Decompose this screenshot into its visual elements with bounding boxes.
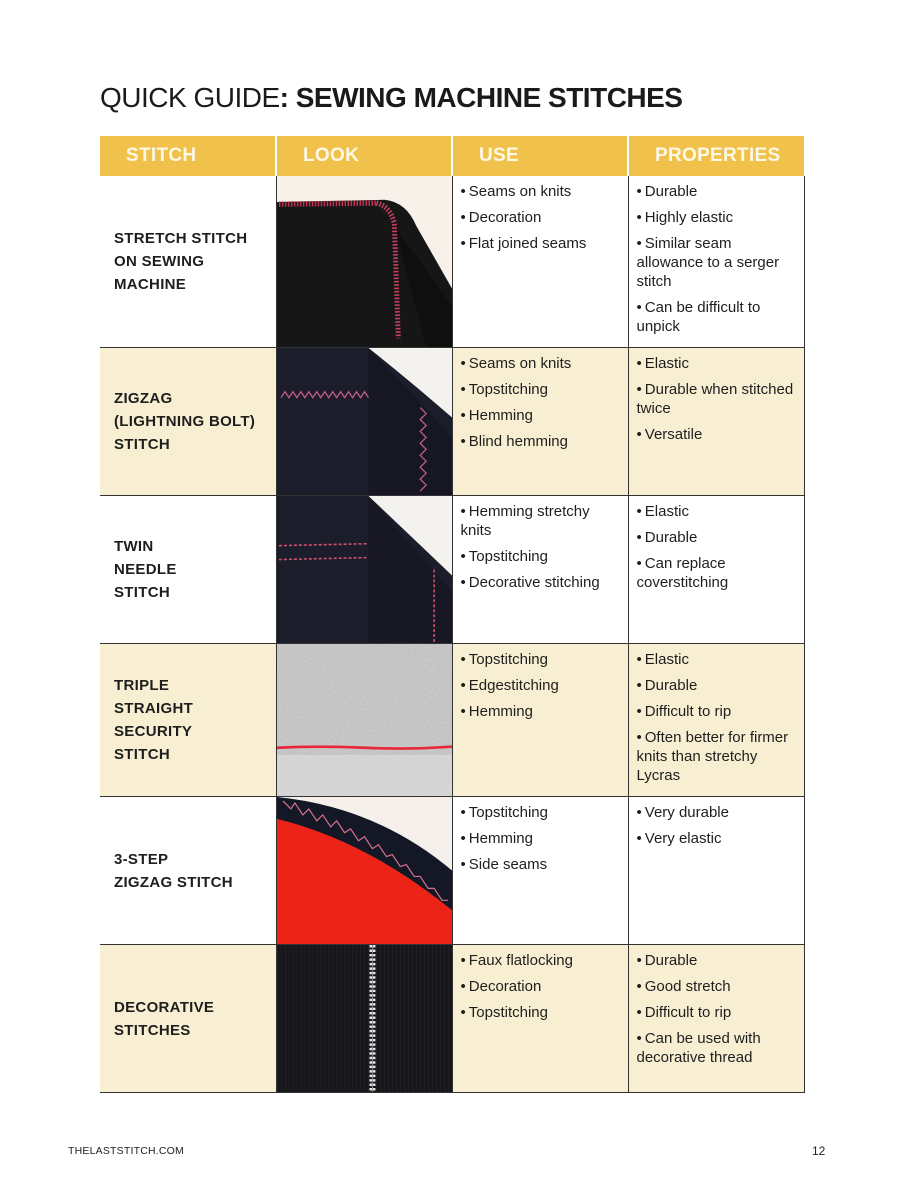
stitch-name-line: ZIGZAG STITCH	[114, 873, 233, 891]
property-item: • Difficult to rip	[637, 1003, 798, 1022]
properties-cell	[628, 176, 804, 348]
use-cell	[452, 945, 628, 1093]
use-item: • Decorative stitching	[461, 573, 622, 592]
use-item: • Side seams	[461, 855, 622, 874]
stitch-name-line: MACHINE	[114, 276, 187, 293]
properties-cell	[628, 496, 804, 644]
grey-fabric-triple-straight-swatch-icon	[277, 644, 452, 796]
property-item: • Can replace coverstitching	[637, 554, 798, 592]
use-cell	[452, 797, 628, 945]
stitch-name-line: ON SEWING	[114, 253, 205, 270]
stitch-name	[100, 945, 276, 1093]
stitch-look-image	[276, 797, 452, 945]
property-item: • Similar seam allowance to a serger stitch	[637, 234, 798, 291]
stitch-name-line: SECURITY	[114, 723, 193, 740]
stitch-name-line: 3-STEP	[114, 850, 169, 868]
property-item: • Durable	[637, 676, 798, 695]
properties-cell	[628, 797, 804, 945]
properties-cell	[628, 945, 804, 1093]
use-item: • Decoration	[461, 208, 622, 227]
column-header-look: LOOK	[276, 136, 452, 176]
use-item: • Topstitching	[461, 803, 622, 822]
page-title	[100, 82, 682, 114]
stitch-name	[100, 644, 276, 797]
stitch-look-image	[276, 945, 452, 1093]
use-cell	[452, 176, 628, 348]
stitch-name-line: DECORATIVE	[114, 998, 215, 1016]
stitch-look-image	[276, 348, 452, 496]
table-header-row	[100, 136, 804, 176]
stitch-name-line: STRETCH STITCH	[114, 230, 248, 247]
property-item: • Can be used with decorative thread	[637, 1029, 798, 1067]
use-item: • Topstitching	[461, 380, 622, 399]
property-item: • Elastic	[637, 354, 798, 373]
property-item: • Durable	[637, 182, 798, 201]
use-item: • Hemming	[461, 829, 622, 848]
use-item: • Hemming	[461, 702, 622, 721]
title-prefix: QUICK GUIDE	[100, 82, 280, 113]
stitch-name-line: STITCH	[114, 746, 170, 763]
stitch-look-image	[276, 644, 452, 797]
properties-cell	[628, 348, 804, 496]
use-cell	[452, 348, 628, 496]
use-item: • Blind hemming	[461, 432, 622, 451]
navy-fabric-zigzag-swatch-icon	[277, 348, 452, 495]
stitch-guide-table	[100, 136, 805, 1093]
property-item: • Durable	[637, 528, 798, 547]
title-colon: :	[279, 82, 289, 113]
table-row	[100, 797, 804, 945]
column-header-properties: PROPERTIES	[628, 136, 804, 176]
table-row	[100, 176, 804, 348]
use-item: • Topstitching	[461, 1003, 622, 1022]
stitch-name	[100, 496, 276, 644]
table-row	[100, 644, 804, 797]
use-item: • Decoration	[461, 977, 622, 996]
use-item: • Hemming stretchy knits	[461, 502, 622, 540]
property-item: • Elastic	[637, 650, 798, 669]
column-header-stitch: STITCH	[100, 136, 276, 176]
table-row	[100, 945, 804, 1093]
stitch-name-line: TWIN	[114, 538, 154, 555]
stitch-name-line: (LIGHTNING BOLT)	[114, 413, 256, 430]
property-item: • Versatile	[637, 425, 798, 444]
property-item: • Durable	[637, 951, 798, 970]
page-number: 12	[812, 1144, 826, 1158]
property-item: • Good stretch	[637, 977, 798, 996]
stitch-name	[100, 348, 276, 496]
use-item: • Flat joined seams	[461, 234, 622, 253]
property-item: • Difficult to rip	[637, 702, 798, 721]
navy-fabric-twin-needle-swatch-icon	[277, 496, 452, 643]
properties-cell	[628, 644, 804, 797]
title-main: SEWING MACHINE STITCHES	[288, 82, 683, 113]
stitch-name	[100, 797, 276, 945]
use-item: • Hemming	[461, 406, 622, 425]
stitch-name	[100, 176, 276, 348]
black-fabric-decorative-stitch-swatch-icon	[277, 945, 452, 1092]
use-item: • Edgestitching	[461, 676, 622, 695]
property-item: • Very durable	[637, 803, 798, 822]
property-item: • Can be difficult to unpick	[637, 298, 798, 336]
property-item: • Very elastic	[637, 829, 798, 848]
use-item: • Seams on knits	[461, 182, 622, 201]
use-cell	[452, 644, 628, 797]
red-navy-fabric-3step-zigzag-swatch-icon	[277, 797, 452, 944]
use-cell	[452, 496, 628, 644]
stitch-name-line: STITCH	[114, 436, 170, 453]
stitch-name-line: TRIPLE	[114, 677, 170, 694]
stitch-name-line: STITCH	[114, 584, 170, 601]
use-item: • Topstitching	[461, 547, 622, 566]
stitch-name-line: STITCHES	[114, 1021, 191, 1039]
property-item: • Elastic	[637, 502, 798, 521]
table-row	[100, 348, 804, 496]
table-row	[100, 496, 804, 644]
stitch-name-line: ZIGZAG	[114, 390, 173, 407]
footer-website: THELASTSTITCH.COM	[68, 1145, 184, 1157]
use-item: • Seams on knits	[461, 354, 622, 373]
column-header-use: USE	[452, 136, 628, 176]
use-item: • Topstitching	[461, 650, 622, 669]
property-item: • Highly elastic	[637, 208, 798, 227]
property-item: • Durable when stitched twice	[637, 380, 798, 418]
black-fabric-stretch-stitch-swatch-icon	[277, 176, 452, 347]
stitch-name-line: NEEDLE	[114, 561, 177, 578]
use-item: • Faux flatlocking	[461, 951, 622, 970]
stitch-name-line: STRAIGHT	[114, 700, 194, 717]
stitch-look-image	[276, 176, 452, 348]
property-item: • Often better for firmer knits than stretchy Lycras	[637, 728, 798, 785]
stitch-look-image	[276, 496, 452, 644]
